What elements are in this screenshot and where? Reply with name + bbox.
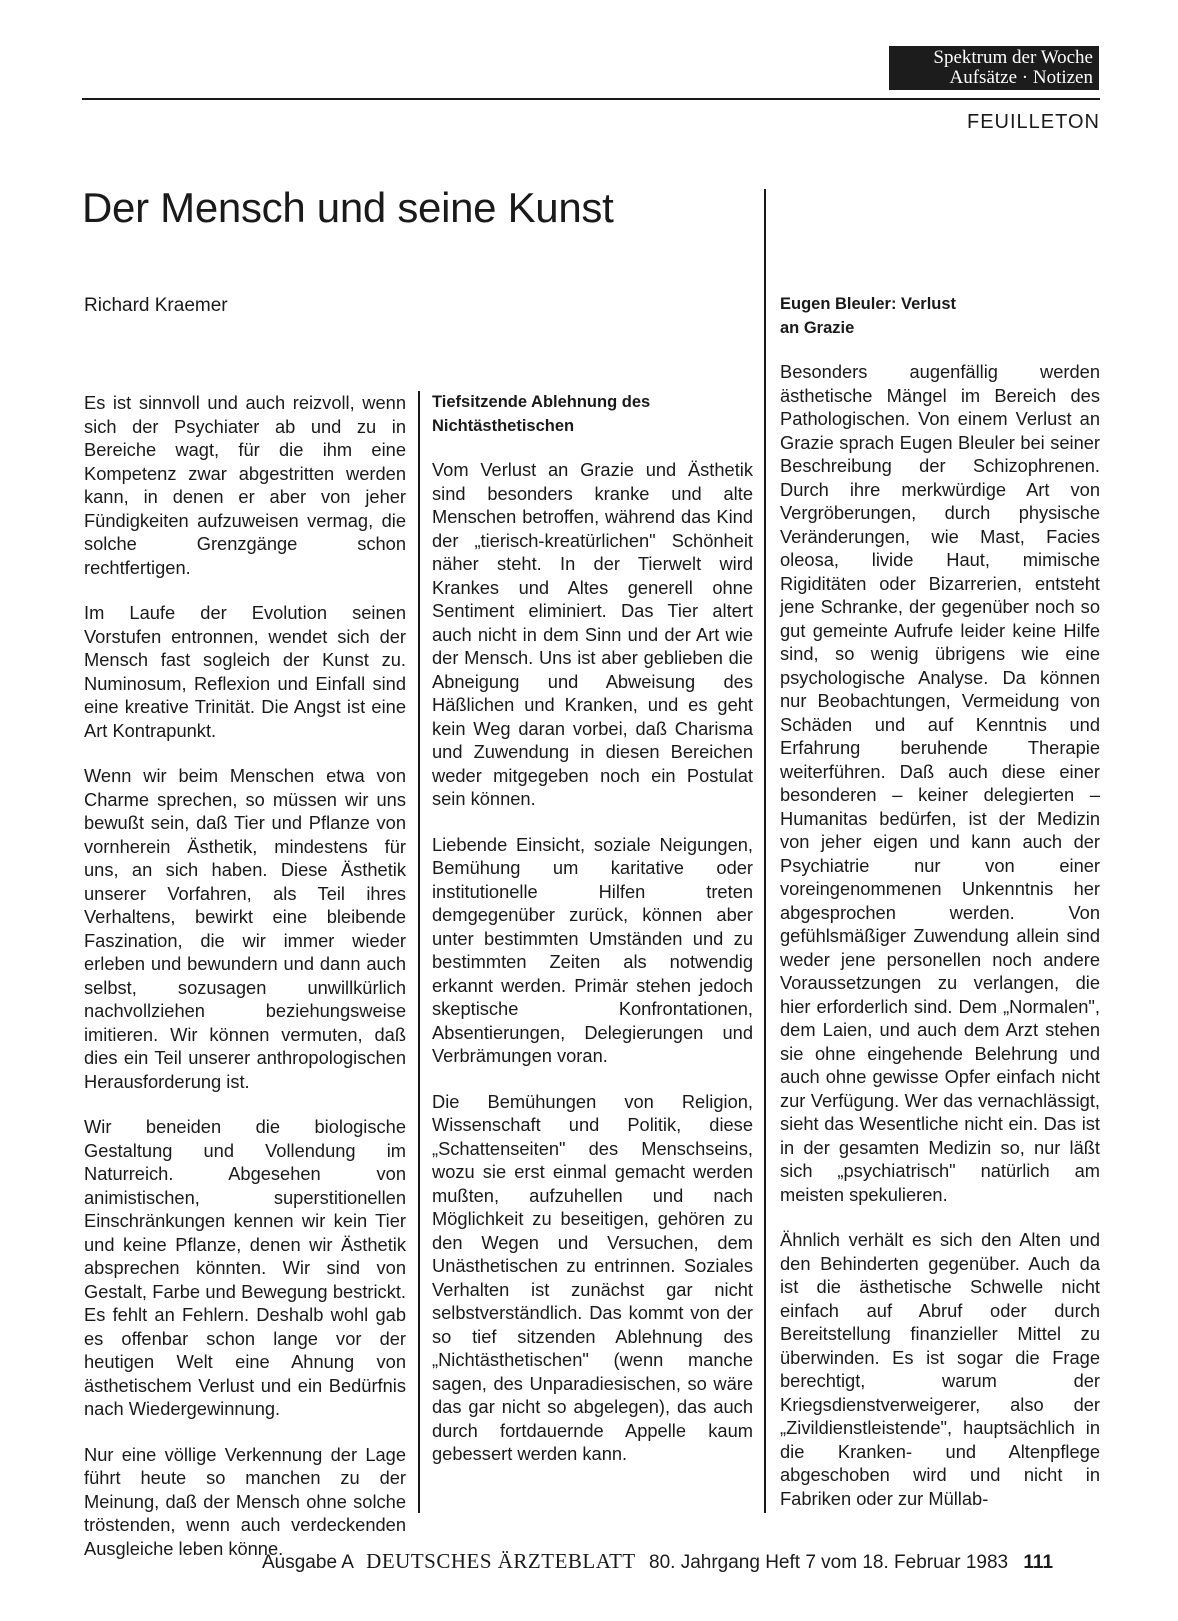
paragraph: Wir beneiden die biologische Gestaltung und Vollendung im Naturreich. Abgesehen von animistischen, superstitionellen Einschränkungen kennen wir kein Tier und keine Pflanze, denen wir Ästhetik absprechen könnten. Wir sind von Gestalt, Farbe und Bewegung bestrickt. Es fehlt an Fehlern. Deshalb wohl gab es offenbar schon lange vor der heutigen Welt eine Ahnung von ästhetischem Verlust und ein Bedürfnis nach Wiedergewinnung. — [84, 1116, 406, 1419]
paragraph: Es ist sinnvoll und auch reizvoll, wenn sich der Psychiater ab und zu in Bereiche wagt, für die ihm eine Kompetenz zwar abgestritten werden kann, in denen er aber von jeher Fündigkeiten aufzuweisen vermag, die solche Grenzgänge schon rechtfertigen. — [84, 392, 406, 578]
badge-line-1: Spektrum der Woche — [933, 47, 1093, 68]
paragraph: Besonders augenfällig werden ästhetische Mängel im Bereich des Pathologischen. Von einem Verlust an Grazie sprach Eugen Bleuler bei seiner Beschreibung der Schizophrenen. Durch ihre merkwürdige Art von Vergröberungen, durch physische Veränderungen, wie Mast, Facies oleosa, livide Haut, mimische Rigiditäten oder Bizarrerien, entsteht jene Schranke, der gegenüber noch so gut gemeinte Aufrufe leider keine Hilfe sind, so wenig übrigens wie eine psychologische Analyse. Da können nur Beobachtungen, Vermeidung von Schäden und auf Kenntnis und Erfahrung beruhende Therapie weiterführen. Daß auch diese einer besonderen – keiner delegierten – Humanitas bedürfen, ist der Medizin von jeher eigen und kann auch der Psychiatrie nur von einer voreingenommenen Unkenntnis her abgesprochen werden. Von gefühlsmäßiger Zuwendung allein sind weder jene personellen noch andere Voraussetzungen zu verlangen, die hier erforderlich sind. Dem „Normalen", dem Laien, und auch dem Arzt stehen sie ohne eingehende Belehrung und auch ohne gewisse Opfer einfach nicht zur Verfügung. Wer das vernachlässigt, sieht das Wesentliche nicht ein. Das ist in der gesamten Medizin so, nur läßt sich „psychiatrisch" natürlich am meisten spekulieren. — [780, 361, 1100, 1205]
issue-info: 80. Jahrgang Heft 7 vom 18. Februar 1983 — [649, 1552, 1009, 1573]
paragraph: Wenn wir beim Menschen etwa von Charme sprechen, so müssen wir uns bewußt sein, daß Tier und Pflanze von vornherein Ästhetik, mindestens für uns, an sich haben. Diese Ästhetik unserer Vorfahren, als Teil ihres Verhaltens, bewirkt eine bleibende Faszination, die wir immer wieder erleben und bewundern und dann auch selbst, sozusagen unwillkürlich nachvollziehen beziehungsweise imitieren. Wir können vermuten, daß dies ein Teil unserer anthropologischen Herausforderung ist. — [84, 765, 406, 1092]
paragraph: Nur eine völlige Verkennung der Lage führt heute so manchen zu der Meinung, daß der Mensch ohne solche tröstenden, wenn auch verdeckenden Ausgleiche leben könne. — [84, 1443, 406, 1559]
paragraph: Vom Verlust an Grazie und Ästhetik sind besonders kranke und alte Menschen betroffen, während das Kind der „tierisch-kreatürlichen" Schönheit näher steht. In der Tierwelt wird Krankes und Altes generell ohne Sentiment eliminiert. Das Tier altert auch nicht in dem Sinn und der Art wie der Mensch. Uns ist aber geblieben die Abneigung und Abweisung des Häßlichen und Kranken, und es geht kein Weg daran vorbei, daß Charisma und Zuwendung in diesen Bereichen weder mitgegeben noch ein Postulat sein können. — [432, 459, 753, 809]
edition-label: Ausgabe A — [262, 1552, 353, 1573]
paragraph: Im Laufe der Evolution seinen Vorstufen entronnen, wendet sich der Mensch fast sogleich der Kunst zu. Numinosum, Reflexion und Einfall sind eine kreative Trinität. Die Angst ist eine Art Kontrapunkt. — [84, 602, 406, 741]
column-divider-2 — [764, 189, 766, 1513]
header-rule — [82, 98, 1100, 100]
text-column-1 — [84, 391, 406, 1559]
subheading: Tiefsitzende Ablehnung des Nichtästhetischen — [432, 393, 651, 435]
badge-line-2: Aufsätze · Notizen — [949, 67, 1093, 88]
section-label: FEUILLETON — [967, 111, 1100, 133]
article-title: Der Mensch und seine Kunst — [82, 184, 614, 231]
author-name: Richard Kraemer — [84, 295, 228, 316]
paragraph: Liebende Einsicht, soziale Neigungen, Bemühung um karitative oder institutionelle Hilfen treten demgegenüber zurück, können aber unter bestimmten Umständen und zu bestimmten Zeiten als notwendig erkannt werden. Primär stehen jedoch skeptische Konfrontationen, Absentierungen, Delegierungen und Verbrämungen voran. — [432, 833, 753, 1066]
page-footer — [262, 1549, 1053, 1574]
text-column-2 — [432, 391, 753, 1511]
text-column-3 — [780, 193, 1100, 1511]
paragraph: Die Bemühungen von Religion, Wissenschaft und Politik, diese „Schattenseiten" des Menschseins, wozu sie erst einmal gemacht werden mußten, aufzuhellen und nach Möglichkeit zu beseitigen, gehören zu den Wegen und Versuchen, dem Unästhetischen zu entrinnen. Soziales Verhalten ist zunächst gar nicht selbstverständlich. Das kommt von der so tief sitzenden Ablehnung des „Nichtästhetischen" (wenn manche sagen, des Unparadiesischen, so wäre das gar nicht so abgelegen), das auch durch fortdauernde Appelle kaum gebessert werden kann. — [432, 1090, 753, 1464]
paragraph: Ähnlich verhält es sich den Alten und den Behinderten gegenüber. Auch da ist die ästhetische Schwelle nicht einfach auf Abruf oder durch Bereitstellung finanzieller Mittel zu überwinden. Es ist sogar die Frage berechtigt, warum der Kriegsdienstverweigerer, also der „Zivildienstleistende", hauptsächlich in die Kranken- und Altenpflege abgeschoben wird und nicht in Fabriken oder zur Müllab- — [780, 1229, 1100, 1509]
subheading: Eugen Bleuler: Verlust an Grazie — [780, 295, 957, 337]
section-badge — [889, 46, 1099, 90]
column-spacer — [780, 193, 1100, 293]
journal-name: DEUTSCHES ÄRZTEBLATT — [366, 1549, 636, 1573]
page-number: 111 — [1023, 1552, 1054, 1573]
column-divider-1 — [418, 391, 420, 1513]
